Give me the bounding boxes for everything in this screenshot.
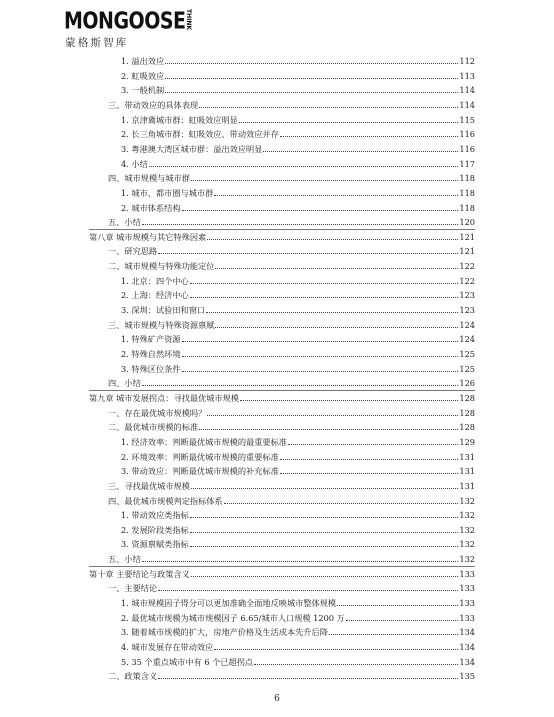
dot-leader [165,62,458,64]
toc-row [121,155,475,169]
toc-row [121,535,475,549]
dot-leader [240,399,458,401]
toc-entry-page: 124 [459,334,475,345]
toc-entry-page: 117 [459,158,475,169]
toc-entry-label: 3. 随着城市规模的扩大，房地产价格及生活成本先升后降 [121,627,328,638]
dot-leader [288,443,458,445]
dot-leader [337,604,458,606]
toc-row [89,389,475,403]
dot-leader [149,165,459,167]
toc-row [108,257,475,271]
toc-entry-label: 2. 环境效率：判断最优城市规模的重要标准 [121,451,279,462]
dot-leader [158,677,458,679]
toc-row [121,140,475,154]
toc-entry-label: 3. 资源禀赋类指标 [121,539,189,550]
toc-row [108,492,475,506]
toc-entry-label: 4. 城市发展存在带动效应 [121,642,214,652]
logo-chinese-name: 蒙格斯智库 [65,37,129,49]
toc-entry-page: 123 [459,290,475,301]
dot-leader [142,560,459,562]
dot-leader [190,545,459,547]
toc-entry-page: 134 [459,656,475,667]
toc-entry-label: 五、小结 [108,554,141,565]
toc-entry-label: 1. 京津冀城市群：虹吸效应明显 [121,114,238,125]
toc-entry-page: 126 [459,378,475,389]
dot-leader [190,516,459,518]
toc-row [108,374,475,388]
toc-entry-label: 2. 特殊自然环境 [121,349,181,359]
toc-row [121,184,475,198]
toc-entry-label: 三、城市规模与特殊资源禀赋 [108,319,215,330]
dot-leader [182,340,459,342]
toc-entry-page: 125 [459,349,475,359]
toc-entry-label: 一、主要结论 [108,583,158,594]
toc-row [121,111,475,125]
dot-leader [190,531,459,533]
toc-entry-label: 3. 一般机制 [121,85,165,96]
toc-entry-page: 115 [459,114,475,125]
toc-entry-label: 4. 小结 [121,158,148,169]
toc-entry-page: 128 [459,407,475,418]
toc-entry-label: 2. 城市体系结构 [121,202,181,213]
toc-entry-page: 133 [459,568,475,579]
toc-entry-page: 116 [459,129,475,140]
logo-side-text: THINK [185,9,192,31]
toc-entry-label: 1. 经济效率：判断最优城市规模的最重要标准 [121,436,287,447]
dot-leader [215,326,458,328]
toc-row [121,448,475,462]
toc-row [121,286,475,300]
dot-leader [182,370,459,372]
dot-leader [165,77,458,79]
toc-entry-page: 114 [459,85,475,96]
dot-leader [280,135,459,137]
toc-entry-page: 135 [459,671,475,682]
toc-entry-label: 1. 带动效应类指标 [121,510,189,521]
toc-entry-page: 131 [459,451,475,462]
dot-leader [199,106,458,108]
toc-row [108,418,475,432]
toc-entry-label: 2. 发展阶段类指标 [121,524,189,535]
dot-leader [199,428,458,430]
dot-leader [191,575,459,577]
dot-leader [206,311,458,313]
toc-entry-page: 132 [459,539,475,550]
toc-entry-label: 5. 35 个重点城市中有 6 个已超拐点 [121,656,254,667]
toc-entry-page: 128 [459,422,475,433]
toc-entry-page: 122 [459,261,475,272]
toc-entry-label: 第九章 城市发展拐点：寻找最优城市规模 [89,392,239,403]
dot-leader [224,502,459,504]
toc-row [108,213,475,227]
dot-leader [190,282,459,284]
toc-entry-label: 第八章 城市规模与其它特殊因素 [89,231,207,242]
toc-entry-label: 一、存在最优城市规模吗？ [108,407,207,418]
toc-entry-page: 133 [459,612,475,623]
toc-row [121,52,475,66]
toc-entry-label: 第十章 主要结论与政策含义 [89,568,190,579]
toc-entry-label: 四、最优城市规模判定指标体系 [108,495,223,506]
dot-leader [280,472,459,474]
toc-entry-page: 133 [459,598,475,609]
toc-row [121,301,475,315]
toc-entry-label: 四、城市规模与城市群 [108,173,190,184]
toc-entry-page: 131 [459,466,475,477]
dot-leader [191,179,458,181]
toc-entry-page: 125 [459,363,475,374]
toc-row [121,125,475,139]
toc-row [121,638,475,652]
toc-entry-label: 3. 特殊区位条件 [121,363,181,374]
toc-row [121,653,475,667]
toc-entry-page: 132 [459,524,475,535]
toc-entry-label: 1. 城市、都市圈与城市群 [121,187,214,198]
toc-row [121,199,475,213]
toc-entry-label: 二、最优城市规模的标准 [108,422,199,433]
toc-entry-label: 三、带动效应的具体表现 [108,99,199,110]
toc-row [121,609,475,623]
toc-row [121,360,475,374]
toc-entry-label: 1. 溢出效应 [121,56,165,66]
toc-entry-label: 3. 粤港澳大湾区城市群：溢出效应明显 [121,143,263,154]
toc-entry-label: 二、城市规模与特殊功能定位 [108,261,215,272]
toc-row [108,667,475,681]
page-number: 6 [274,694,280,704]
dot-leader [207,238,458,240]
dot-leader [239,121,459,123]
toc-entry-page: 124 [459,319,475,330]
toc-entry-page: 118 [459,173,475,184]
toc-row [121,67,475,81]
toc-entry-page: 118 [459,187,475,198]
toc-row [89,228,475,242]
toc-entry-page: 121 [459,231,475,242]
dot-leader [346,619,459,621]
dot-leader [214,194,458,196]
toc-entry-page: 120 [459,217,475,228]
toc-row [89,565,475,579]
toc-entry-page: 134 [459,642,475,652]
toc-entry-label: 2. 虹吸效应 [121,70,165,81]
toc-row [108,477,475,491]
logo-wordmark: MONGOOSE [64,8,186,35]
toc-row [121,330,475,344]
toc-row [121,506,475,520]
toc-entry-page: 121 [459,246,475,257]
toc-entry-page: 116 [459,143,475,154]
toc-entry-label: 3. 深圳：试验田和窗口 [121,305,206,316]
toc-entry-page: 114 [459,99,475,110]
dot-leader [165,91,458,93]
dot-leader [215,267,458,269]
dot-leader [142,223,459,225]
toc-entry-page: 122 [459,275,475,286]
toc-entry-label: 五、小结 [108,217,141,228]
toc-entry-label: 三、寻找最优城市规模 [108,480,190,491]
toc-entry-page: 133 [459,583,475,594]
toc-row [121,462,475,476]
toc-entry-label: 四、小结 [108,378,141,389]
toc-entry-page: 123 [459,305,475,316]
dot-leader [158,252,458,254]
toc-entry-label: 2. 长三角城市群：虹吸效应、带动效应并存 [121,129,279,140]
toc-row [108,579,475,593]
toc-row [108,242,475,256]
toc-row [121,594,475,608]
toc-entry-label: 1. 城市规模因子得分可以更加准确全面地反映城市整体规模 [121,598,337,609]
dot-leader [182,355,459,357]
toc-entry-label: 2. 最优城市规模为城市规模因子 6.65/城市人口规模 1200 万 [121,612,345,623]
toc-row [108,316,475,330]
toc-entry-page: 132 [459,495,475,506]
dot-leader [329,633,458,635]
toc-entry-label: 二、政策含义 [108,671,158,682]
dot-leader [158,589,458,591]
toc-entry-page: 132 [459,554,475,565]
dot-leader [280,458,459,460]
dot-leader [191,487,458,489]
toc-entry-page: 112 [459,56,475,66]
dot-leader [254,663,458,665]
toc-entry-label: 2. 上海：经济中心 [121,290,189,301]
toc-entry-label: 3. 带动效应：判断最优城市规模的补充标准 [121,466,279,477]
dot-leader [182,209,459,211]
toc-row [121,623,475,637]
toc-row [121,345,475,359]
toc-entry-page: 131 [459,480,475,491]
chapter-divider [89,390,475,391]
toc-row [108,404,475,418]
dot-leader [263,150,458,152]
toc-entry-page: 113 [459,70,475,81]
toc-row [121,521,475,535]
toc-entry-page: 118 [459,202,475,213]
toc-entry-page: 132 [459,510,475,521]
toc-row [121,272,475,286]
chapter-divider [89,566,475,567]
toc-entry-label: 1. 特殊矿产资源 [121,334,181,345]
dot-leader [214,648,458,650]
chapter-divider [89,229,475,230]
toc-row [108,550,475,564]
toc-row [121,433,475,447]
toc-entry-label: 1. 北京：四个中心 [121,275,189,286]
toc-row [108,169,475,183]
toc-entry-page: 129 [459,436,475,447]
dot-leader [207,414,458,416]
dot-leader [142,384,459,386]
toc-entry-page: 134 [459,627,475,638]
toc-entry-label: 一、研究思路 [108,246,158,257]
mongoose-think-logo [64,8,194,49]
toc-row [121,81,475,95]
toc-row [108,96,475,110]
toc-entry-page: 128 [459,392,475,403]
dot-leader [190,296,459,298]
